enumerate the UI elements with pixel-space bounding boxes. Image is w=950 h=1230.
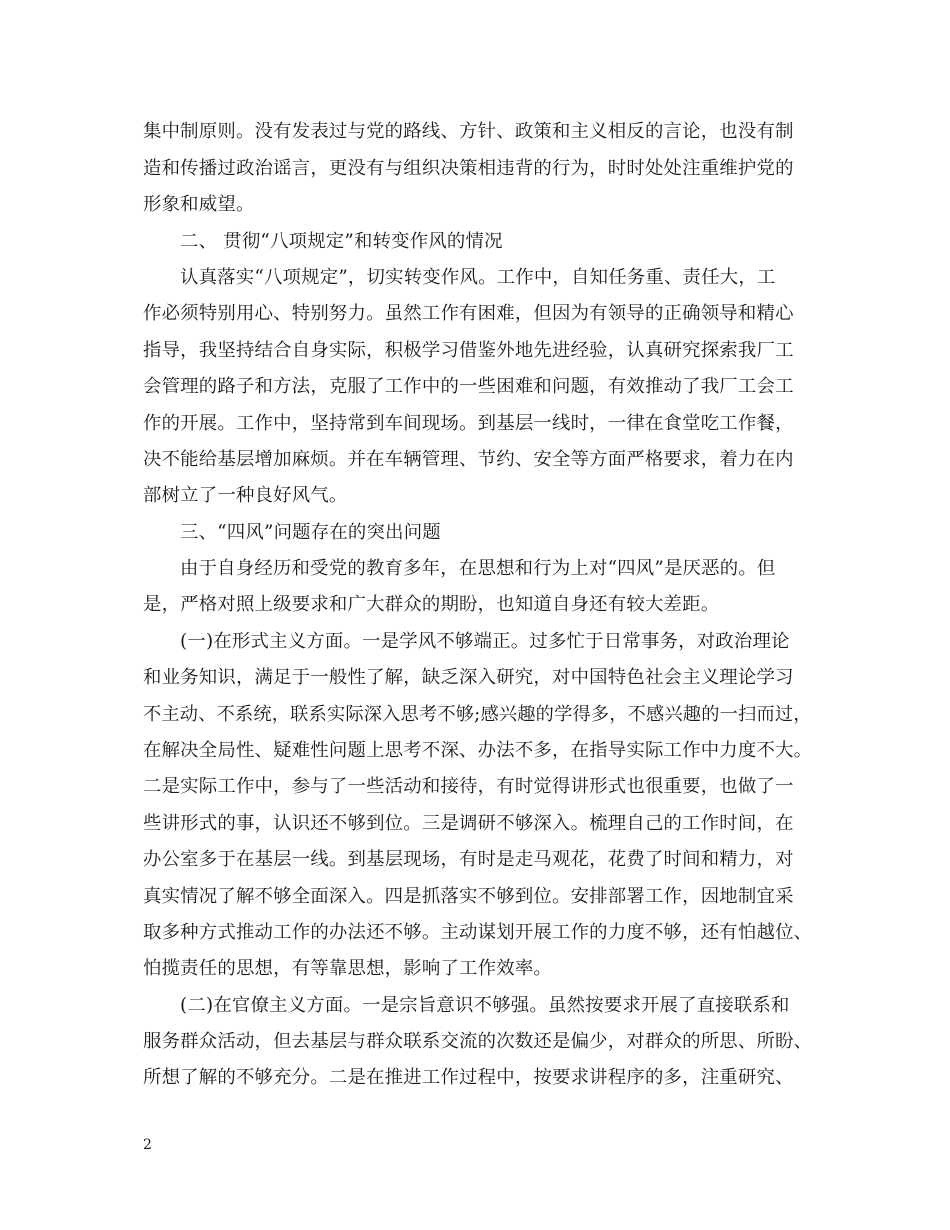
body-line: 和业务知识，满足于一般性了解，缺乏深入研究，对中国特色社会主义理论学习 <box>143 667 794 688</box>
body-line: 些讲形式的事，认识还不够到位。三是调研不够深入。梳理自己的工作时间，在 <box>143 813 794 834</box>
body-line: 二是实际工作中，参与了一些活动和接待，有时觉得讲形式也很重要，也做了一 <box>143 776 794 797</box>
body-line: 不主动、不系统，联系实际深入思考不够;感兴趣的学得多，不感兴趣的一扫而过， <box>143 704 812 725</box>
body-line: 作必须特别用心、特别努力。虽然工作有困难，但因为有领导的正确领导和精心 <box>143 303 794 324</box>
body-line: (一)在形式主义方面。一是学风不够端正。过多忙于日常事务，对政治理论 <box>180 631 790 652</box>
body-line: 指导，我坚持结合自身实际，积极学习借鉴外地先进经验，认真研究探索我厂工 <box>143 340 794 361</box>
body-line: 服务群众活动，但去基层与群众联系交流的次数还是偏少，对群众的所思、所盼、 <box>143 1031 813 1052</box>
body-line: 取多种方式推动工作的办法还不够。主动谋划开展工作的力度不够，还有怕越位、 <box>143 922 813 943</box>
body-line: 作的开展。工作中，坚持常到车间现场。到基层一线时，一律在食堂吃工作餐， <box>143 413 794 434</box>
body-line: 办公室多于在基层一线。到基层现场，有时是走马观花，花费了时间和精力，对 <box>143 849 794 870</box>
body-line: 决不能给基层增加麻烦。并在车辆管理、节约、安全等方面严格要求，着力在内 <box>143 449 794 470</box>
body-line: 集中制原则。没有发表过与党的路线、方针、政策和主义相反的言论，也没有制 <box>143 121 794 142</box>
body-line: 在解决全局性、疑难性问题上思考不深、办法不多，在指导实际工作中力度不大。 <box>143 740 813 761</box>
section-heading: 二、 贯彻“八项规定”和转变作风的情况 <box>180 231 503 252</box>
body-line: 所想了解的不够充分。二是在推进工作过程中，按要求讲程序的多，注重研究、 <box>143 1067 794 1088</box>
body-line: 会管理的路子和方法，克服了工作中的一些困难和问题，有效推动了我厂工会工 <box>143 376 794 397</box>
body-line: 部树立了一种良好风气。 <box>143 485 348 506</box>
body-line: 是，严格对照上级要求和广大群众的期盼，也知道自身还有较大差距。 <box>143 594 720 615</box>
section-heading: 三、“四风”问题存在的突出问题 <box>180 522 441 543</box>
body-line: 怕揽责任的思想，有等靠思想，影响了工作效率。 <box>143 958 552 979</box>
body-line: 真实情况了解不够全面深入。四是抓落实不够到位。安排部署工作，因地制宜采 <box>143 886 794 907</box>
body-line: 认真落实“八项规定”，切实转变作风。工作中，自知任务重、责任大，工 <box>180 267 776 288</box>
page-number: 2 <box>143 1137 152 1153</box>
body-line: (二)在官僚主义方面。一是宗旨意识不够强。虽然按要求开展了直接联系和 <box>180 995 790 1016</box>
body-line: 由于自身经历和受党的教育多年，在思想和行为上对“四风”是厌恶的。但 <box>180 558 776 579</box>
body-line: 造和传播过政治谣言，更没有与组织决策相违背的行为，时时处处注重维护党的 <box>143 158 794 179</box>
body-line: 形象和威望。 <box>143 194 255 215</box>
